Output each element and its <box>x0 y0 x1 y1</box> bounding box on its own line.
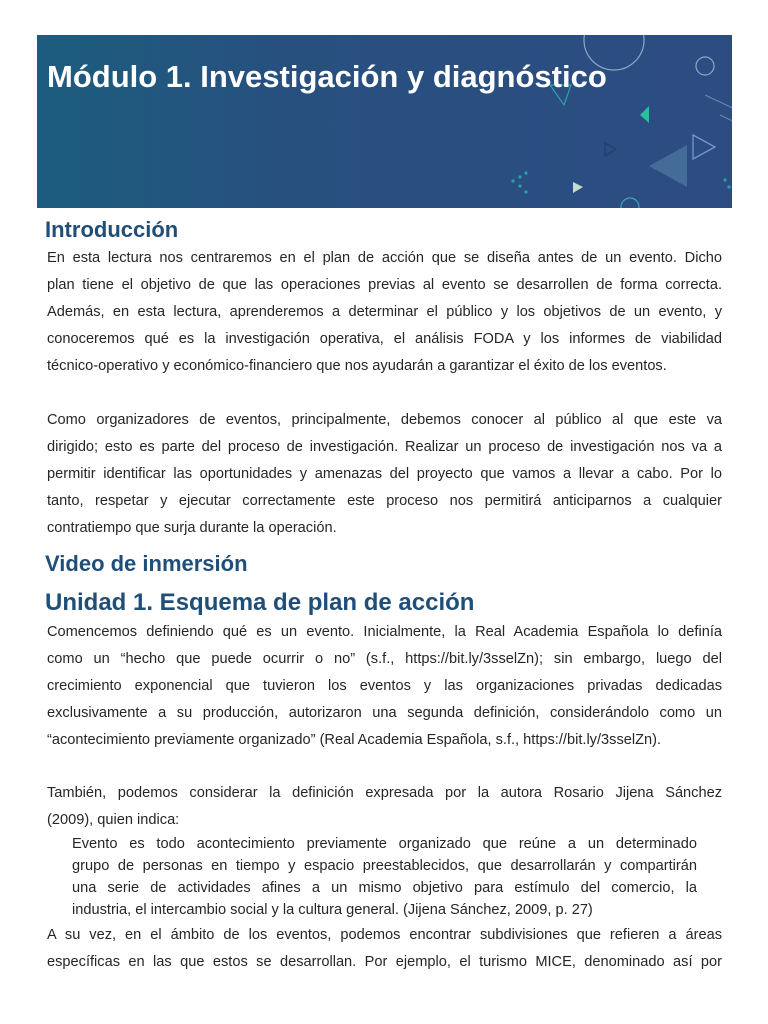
video-heading: Video de inmersión <box>45 551 248 576</box>
text-line: Además, en esta lectura, aprenderemos a determinar el público y los objetivos de un evento, y <box>47 304 722 320</box>
text-line: exclusivamente a su producción, autorizaron una segunda definición, considerándolo como un <box>47 705 722 721</box>
text-line: dirigido; esto es parte del proceso de investigación. Realizar un proceso de investigación nos va a <box>47 439 722 455</box>
text-line: Comencemos definiendo qué es un evento. Inicialmente, la Real Academia Española lo definía <box>47 624 722 640</box>
module-banner <box>37 35 732 208</box>
text-line: contratiempo que surja durante la operación. <box>47 520 337 536</box>
text-line: tanto, respetar y ejecutar correctamente este proceso nos permitirá anticiparnos a cualquier <box>47 493 722 509</box>
text-line: conoceremos qué es la investigación operativa, el análisis FODA y los informes de viabilidad <box>47 331 722 347</box>
text-line: una serie de actividades afines a un mismo objetivo para estímulo del comercio, la <box>72 880 697 896</box>
text-line: En esta lectura nos centraremos en el plan de acción que se diseña antes de un evento. Dicho <box>47 250 722 266</box>
text-line: También, podemos considerar la definición expresada por la autora Rosario Jijena Sánchez <box>47 785 722 801</box>
text-line: “acontecimiento previamente organizado” (Real Academia Española, s.f., https://bit.ly/3sselZn). <box>47 732 662 748</box>
text-line: industria, el intercambio social y la cultura general. (Jijena Sánchez, 2009, p. 27) <box>72 902 593 918</box>
text-line: permitir identificar las oportunidades y amenazas del proyecto que vamos a llevar a cabo. Por lo <box>47 466 722 482</box>
text-line: como un “hecho que puede ocurrir o no” (s.f., https://bit.ly/3sselZn); sin embargo, luego del <box>47 651 722 667</box>
intro-heading: Introducción <box>45 217 179 242</box>
text-line: grupo de personas en tiempo y espacio preestablecidos, que desarrollarán y compartirán <box>72 858 697 874</box>
page-title: Módulo 1. Investigación y diagnóstico <box>47 59 607 94</box>
text-line: técnico-operativo y económico-financiero que nos ayudarán a garantizar el éxito de los eventos. <box>47 358 667 374</box>
text-line: específicas en las que estos se desarrollan. Por ejemplo, el turismo MICE, denominado así por <box>47 954 722 970</box>
unit-heading: Unidad 1. Esquema de plan de acción <box>45 589 475 616</box>
text-line: crecimiento exponencial que tuvieron los eventos y las organizaciones privadas dedicadas <box>47 678 722 694</box>
text-line: plan tiene el objetivo de que las operaciones previas al evento se desarrollen de forma correcta. <box>47 277 722 293</box>
text-line: (2009), quien indica: <box>47 812 180 828</box>
text-line: Como organizadores de eventos, principalmente, debemos conocer al público al que este va <box>47 412 722 428</box>
text-line: A su vez, en el ámbito de los eventos, podemos encontrar subdivisiones que refieren a áreas <box>47 927 722 943</box>
text-line: Evento es todo acontecimiento previamente organizado que reúne a un determinado <box>72 836 697 852</box>
